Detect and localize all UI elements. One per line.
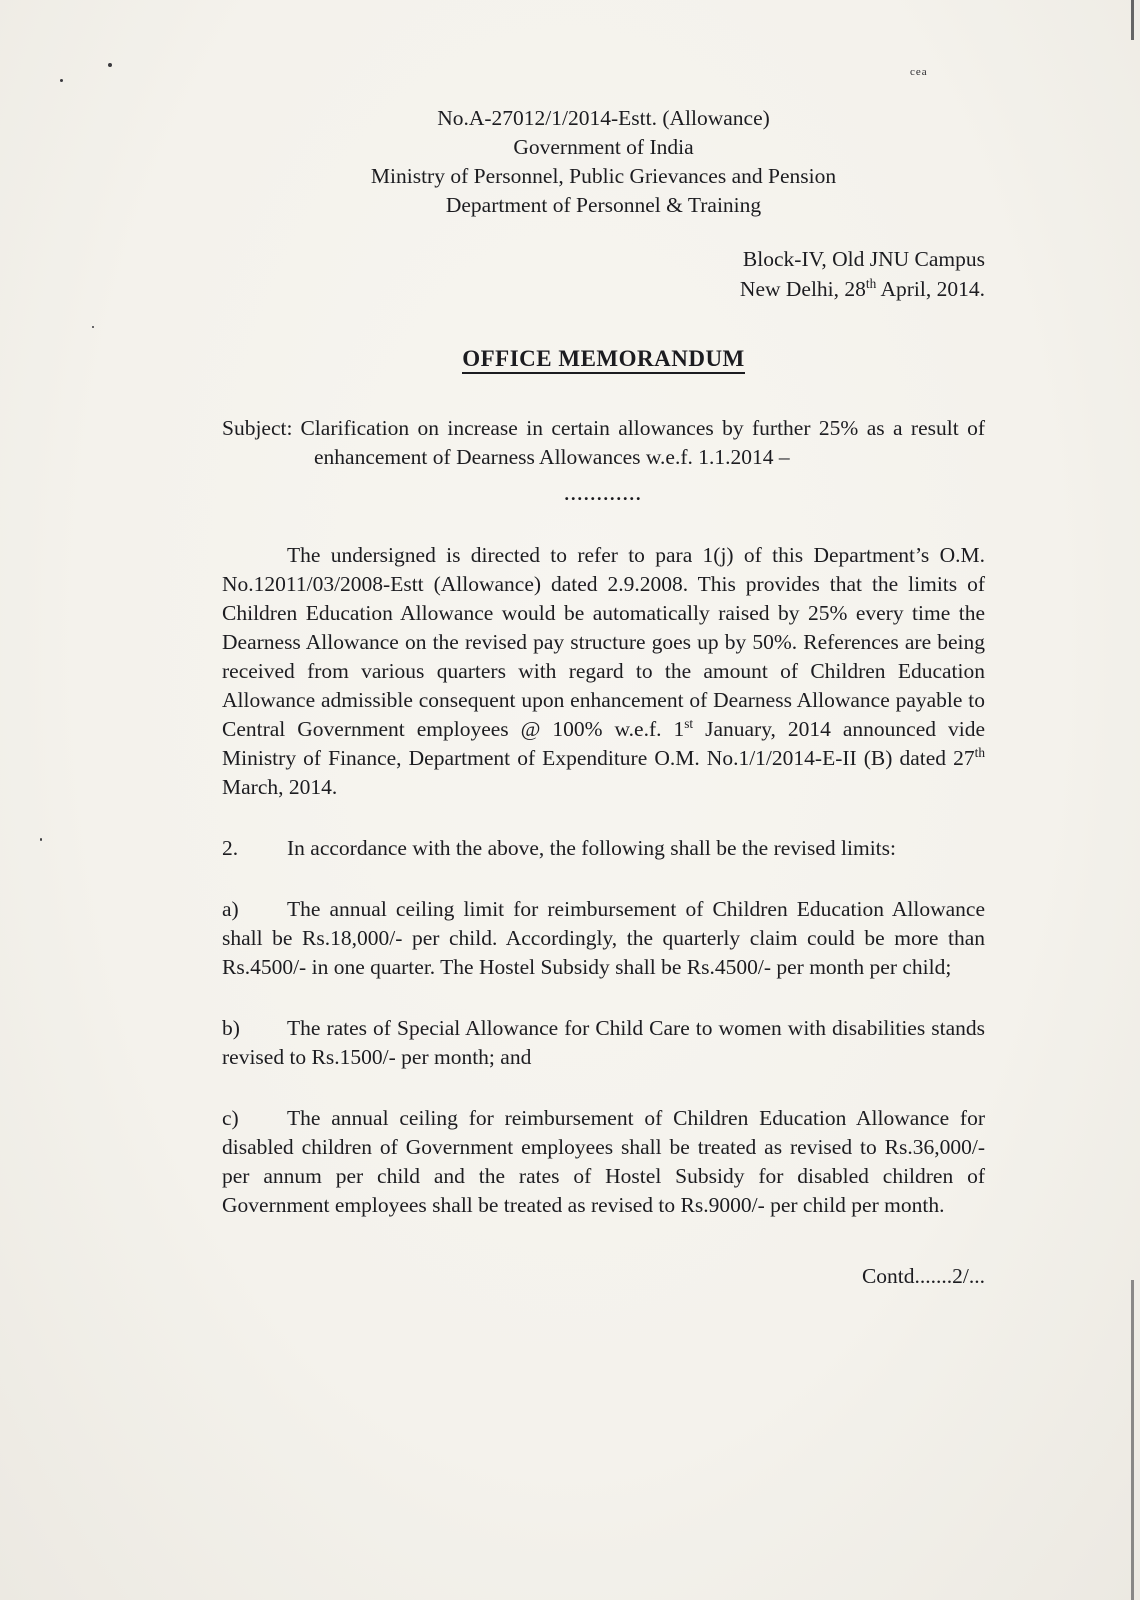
ordinal-sup: th (974, 744, 985, 760)
date-ordinal-sup: th (865, 275, 877, 291)
item-text: The annual ceiling for reimbursement of Children Education Allowance for disabled children of Government employees shall be treated as revised to Rs.36,000/- per annum per child and the rates of Hostel Subsidy for disabled children of Government employees shall be treated as revised to Rs.9000/- per child per month. (222, 1106, 985, 1217)
list-item-a (222, 895, 985, 982)
memo-title-row (222, 344, 985, 374)
item-letter: b) (222, 1016, 240, 1040)
continuation-mark: Contd.......2/... (861, 1264, 985, 1288)
paragraph-2: 2. In accordance with the above, the following shall be the revised limits: (222, 834, 985, 863)
letterhead (222, 104, 985, 220)
list-item-b (222, 1014, 985, 1072)
reference-number: No.A-27012/1/2014-Estt. (Allowance) (437, 106, 770, 130)
item-text: The rates of Special Allowance for Child Care to women with disabilities stands revised to Rs.1500/- per month; and (222, 1016, 985, 1069)
memo-title: OFFICE MEMORANDUM (462, 346, 745, 374)
address-line: Block-IV, Old JNU Campus (742, 247, 985, 271)
subject-line (222, 414, 985, 472)
department-line: Department of Personnel & Training (445, 193, 762, 217)
item-letter: c) (222, 1106, 239, 1130)
subject-text: Clarification on increase in certain allowances by further 25% as a result of enhancement of Dearness Allowances w.e.f. 1.1.2014 – (300, 416, 985, 469)
scan-artifact-line (1131, 1280, 1134, 1600)
item-text: The annual ceiling limit for reimbursement of Children Education Allowance shall be Rs.18,000/- per child. Accordingly, the quarterly claim could be more than Rs.4500/- in one quarter. The Hostel Subsidy shall be Rs.4500/- per month per child; (222, 897, 985, 979)
address-date-block (222, 244, 985, 304)
ordinal-sup: st (684, 715, 694, 731)
item-letter: a) (222, 897, 239, 921)
scan-speck (108, 63, 112, 67)
scan-speck (60, 79, 63, 82)
corner-mark: cea (910, 66, 928, 78)
list-item-c (222, 1104, 985, 1220)
paragraph-number: 2. (222, 836, 239, 860)
subject-label: Subject: (222, 416, 293, 440)
scan-speck (92, 326, 94, 328)
separator-dots: ............ (564, 484, 643, 504)
paragraph-1: The undersigned is directed to refer to para 1(j) of this Department’s O.M. No.12011/03/2008-Estt (Allowance) dated 2.9.2008. This provides that the limits of Children Education Allowance would be automatically raised by 25% every time the Dearness Allowance on the revised pay structure goes up by 50%. References are being received from various quarters with regard to the amount of Children Education Allowance admissible consequent upon enhancement of Dearness Allowance payable to Central Government employees @ 100% w.e.f. 1st January, 2014 announced vide Ministry of Finance, Department of Expenditure O.M. No.1/1/2014-E-II (B) dated 27th March, 2014. (222, 543, 985, 799)
memo-content (222, 104, 985, 1291)
scan-speck (40, 838, 42, 841)
govt-line: Government of India (513, 135, 694, 159)
scan-artifact-line (1131, 0, 1134, 40)
ministry-line: Ministry of Personnel, Public Grievances and Pension (370, 164, 837, 188)
date-line: New Delhi, 28th April, 2014. (739, 275, 985, 301)
